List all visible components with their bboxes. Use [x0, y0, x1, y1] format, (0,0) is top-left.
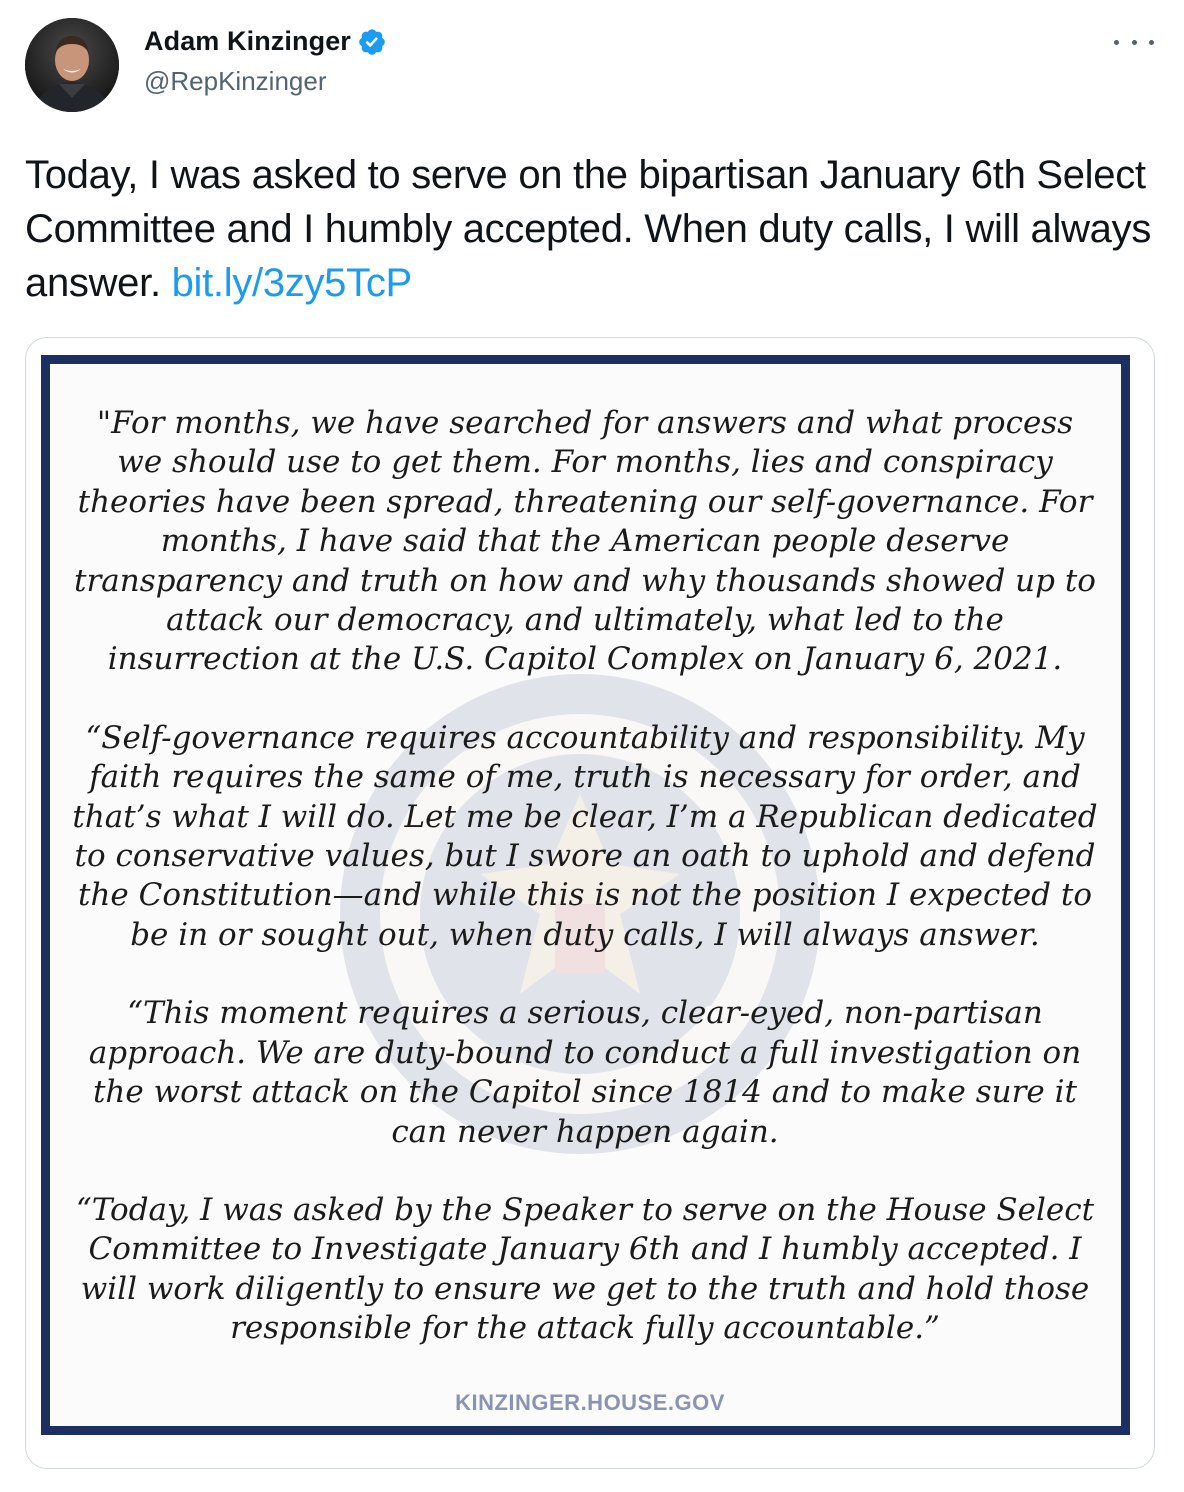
- statement-paragraph: “Today, I was asked by the Speaker to serve on the House Select Committee to Investigate January 6th and I humbly accepted. I will work diligently to ensure we get to the truth and hold those responsible for the attack fully accountable.”: [75, 1191, 1095, 1347]
- statement-paragraph: “Self-governance requires accountability and responsibility. My faith requires the same of me, truth is necessary for order, and that’s what I will do. Let me be clear, I’m a Republican dedicated to conservative values, but I swore an oath to uphold and defend the Constitution—and while this is not the position I expected to be in or sought out, when duty calls, I will always answer.: [72, 719, 1098, 953]
- statement-paragraph: “This moment requires a serious, clear-eyed, non-partisan approach. We are duty-bound to conduct a full investigation on the worst attack on the Capitol since 1814 and to make sure it can never happen again.: [88, 995, 1082, 1150]
- more-options-icon[interactable]: [1114, 30, 1154, 54]
- statement-text: [70, 404, 1100, 1388]
- statement-paragraph: "For months, we have searched for answers and what process we should use to get them. For months, lies and conspiracy theories have been spread, threatening our self-governance. For months, I have said that the American people deserve transparency and truth on how and why thousands showed up to attack our democracy, and ultimately, what led to the insurrection at the U.S. Capitol Complex on January 6, 2021.: [74, 405, 1096, 678]
- tweet-link[interactable]: bit.ly/3zy5TcP: [171, 261, 412, 305]
- verified-badge-icon: [357, 27, 387, 57]
- website-footer: KINZINGER.HOUSE.GOV: [455, 1390, 725, 1415]
- author-display-name[interactable]: Adam Kinzinger: [144, 26, 351, 56]
- dot: [1114, 40, 1119, 45]
- tweet-body: Today, I was asked to serve on the bipartisan January 6th Select Committee and I humbly accepted. When duty calls, I will always answer.: [25, 153, 1152, 305]
- tweet-media-image[interactable]: [25, 337, 1155, 1469]
- statement-frame: [41, 355, 1130, 1435]
- tweet-text: [25, 148, 1165, 310]
- author-handle[interactable]: @RepKinzinger: [144, 66, 327, 96]
- author-name-row: [144, 26, 387, 57]
- avatar[interactable]: [25, 18, 119, 112]
- dot: [1132, 40, 1137, 45]
- dot: [1149, 40, 1154, 45]
